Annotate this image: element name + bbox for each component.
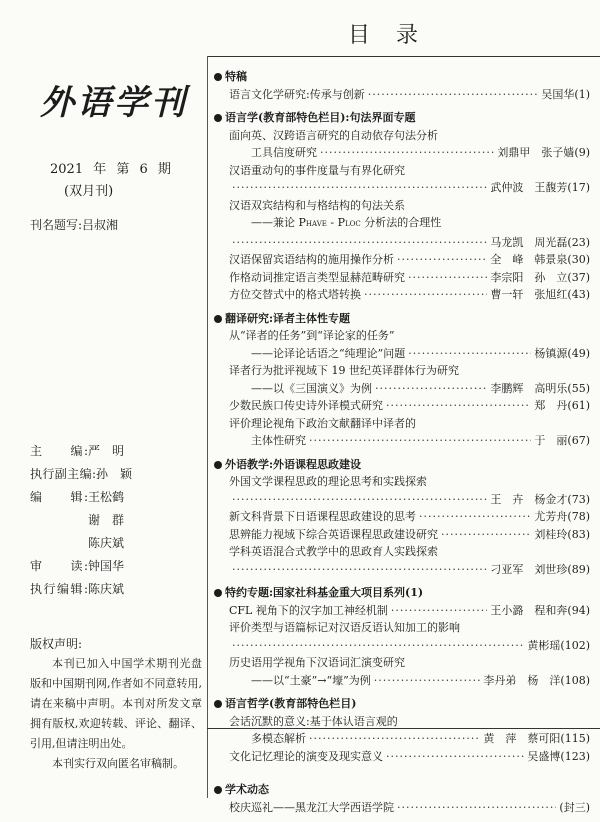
entry-title-line: 评价理论视角下政治文献翻译中译者的	[229, 416, 416, 430]
staff-name: 陈庆斌	[88, 582, 125, 596]
entry-title: 工具信度研究	[229, 146, 317, 159]
toc-title: 目录	[348, 23, 445, 48]
entry-leader-line	[229, 526, 590, 544]
entry-leader-line	[229, 432, 590, 450]
section-heading	[213, 68, 590, 86]
entry-title: ——论译论话语之“纯理论”问题	[229, 346, 406, 360]
toc-entry[interactable]	[213, 327, 590, 362]
entry-title: 文化记忆理论的演变及现实意义	[229, 749, 383, 763]
dot-leader	[408, 269, 487, 287]
toc-entry[interactable]	[213, 286, 590, 304]
entry-title-line: 评价类型与语篇标记对汉语反语认知加工的影响	[229, 621, 460, 634]
section-title: 学术动态	[225, 783, 269, 796]
section-title: 特稿	[225, 70, 247, 83]
entry-title: 方位交替式中的格式塔转换	[229, 288, 361, 301]
entry-author-page: 李丹弟 杨 洋(108)	[483, 673, 590, 687]
entry-title: ——以“土豪”→“壕”为例	[229, 673, 371, 687]
toc-section	[213, 695, 590, 765]
toc-entry[interactable]	[213, 619, 590, 654]
entry-title: 作格动词推定语言类型显赫范畴研究	[229, 270, 405, 284]
staff-row	[30, 463, 132, 486]
entry-author-page: 王小潞 程和奔(94)	[490, 603, 590, 617]
entry-author-page: 全 峰 韩景泉(30)	[490, 253, 590, 266]
toc-entry[interactable]	[213, 799, 590, 817]
toc-entry[interactable]	[213, 508, 590, 526]
dot-leader	[419, 508, 531, 526]
staff-role	[30, 532, 88, 555]
entry-author-page: 刘鼎甲 张子嫱(9)	[497, 146, 590, 159]
entry-title: ——以《三国演义》为例	[229, 381, 372, 395]
entry-title: 少数民族口传史诗外译模式研究	[229, 399, 383, 412]
entry-author-page: (封三)	[559, 800, 590, 814]
toc-entry[interactable]	[213, 526, 590, 544]
staff-name: 孙 颖	[96, 467, 133, 481]
toc-entry[interactable]	[213, 473, 590, 508]
dot-leader	[309, 432, 531, 450]
toc-section	[213, 68, 590, 103]
entry-title: CFL 视角下的汉字加工神经机制	[229, 603, 388, 617]
section-heading	[213, 695, 590, 713]
entry-author-page: 李鹏辉 高明乐(55)	[490, 381, 590, 395]
dot-leader	[232, 491, 487, 509]
entry-title-line: 译者行为批评视域下 19 世纪英译群体行为研究	[229, 364, 459, 377]
section-title: 语言学(教育部特色栏目):句法界面专题	[225, 111, 416, 124]
section-title: 外语教学:外语课程思政建设	[225, 457, 362, 471]
toc-section	[213, 109, 590, 304]
entry-leader-line	[229, 748, 590, 766]
entry-leader-line	[229, 345, 590, 363]
copyright-heading: 版权声明:	[30, 637, 83, 651]
toc-entry[interactable]	[213, 362, 590, 397]
toc-entry[interactable]	[213, 397, 590, 415]
entry-title: 思辨能力视域下综合英语课程思政建设研究	[229, 527, 438, 541]
staff-role: 主 编:	[30, 444, 88, 458]
dot-leader	[397, 799, 556, 817]
entry-title: 主体性研究	[229, 434, 306, 447]
bullet-icon	[214, 461, 222, 469]
entry-title: 新文科背景下日语课程思政建设的思考	[229, 510, 416, 523]
bullet-icon	[214, 700, 222, 708]
entry-author-page: 黄 萍 蔡可阳(115)	[483, 732, 590, 745]
entry-author-page: 于 丽(67)	[534, 434, 590, 447]
entry-title-line: 学科英语混合式教学中的思政育人实践探索	[229, 545, 438, 558]
staff-role: 执行副主编:	[30, 467, 96, 481]
entry-leader-line	[229, 251, 590, 269]
toc-entry[interactable]	[213, 197, 590, 252]
copyright-text: 本刊已加入中国学术期刊光盘版和中国期刊网,作者如不同意转用,请在来稿中声明。本刊对所发文章拥有版权,欢迎转载、评论、翻译、引用,但请注明出处。	[30, 657, 202, 750]
toc-entry[interactable]	[213, 86, 590, 104]
entry-leader-line	[229, 397, 590, 415]
staff-name: 谢 群	[88, 513, 125, 527]
entry-author-page: 武仲波 王馥芳(17)	[490, 181, 590, 194]
staff-row	[30, 555, 132, 578]
entry-leader-line	[229, 179, 590, 197]
toc-entry[interactable]	[213, 654, 590, 689]
section-title: 翻译研究:译者主体性专题	[225, 311, 351, 325]
entry-leader-line	[229, 730, 590, 748]
entry-leader-line	[229, 561, 590, 579]
dot-leader	[374, 672, 481, 690]
dot-leader	[408, 345, 531, 363]
entry-author-page: 刁亚军 刘世珍(89)	[490, 562, 590, 576]
entry-title-line: 外国文学课程思政的理论思考和实践探索	[229, 475, 427, 488]
toc-entry[interactable]	[213, 162, 590, 197]
table-of-contents	[213, 68, 590, 822]
staff-role	[30, 509, 88, 532]
staff-role: 审 读:	[30, 559, 88, 573]
toc-entry[interactable]	[213, 713, 590, 748]
dot-leader	[441, 526, 531, 544]
toc-section	[213, 781, 590, 816]
toc-entry[interactable]	[213, 415, 590, 450]
staff-role: 执行编辑:	[30, 582, 88, 596]
dot-leader	[232, 561, 487, 579]
section-heading	[213, 109, 590, 127]
staff-name: 陈庆斌	[88, 536, 125, 550]
bullet-icon	[214, 73, 222, 81]
entry-leader-line	[229, 637, 590, 655]
entry-leader-line	[229, 602, 590, 620]
dot-leader	[309, 730, 480, 748]
dot-leader	[320, 144, 494, 162]
entry-leader-line	[229, 672, 590, 690]
entry-author-page: 马龙凯 周光磊(23)	[490, 235, 590, 249]
entry-author-page: 刘桂玲(83)	[534, 527, 590, 541]
staff-row	[30, 440, 132, 463]
entry-title-line: 历史语用学视角下汉语词汇演变研究	[229, 656, 405, 669]
section-heading	[213, 584, 590, 602]
toc-entry[interactable]	[213, 269, 590, 287]
dot-leader	[364, 286, 487, 304]
dot-leader	[232, 637, 524, 655]
calligraphy-credit: 刊名题写:吕叔湘	[30, 218, 119, 232]
staff-name: 严 明	[88, 444, 125, 458]
entry-leader-line	[229, 799, 590, 817]
section-heading	[213, 456, 590, 474]
entry-leader-line	[229, 86, 590, 104]
toc-section	[213, 310, 590, 450]
section-heading	[213, 310, 590, 328]
entry-title-line: 汉语重动句的事件度量与有界化研究	[229, 163, 405, 177]
entry-title: 多模态解析	[229, 732, 306, 745]
entry-author-page: 黄彬瑶(102)	[527, 638, 590, 652]
section-title: 语言哲学(教育部特色栏目)	[225, 697, 357, 710]
bullet-icon	[214, 589, 222, 597]
section-title: 特约专题:国家社科基金重大项目系列(1)	[225, 586, 424, 599]
entry-leader-line	[229, 508, 590, 526]
header-rule	[207, 56, 600, 57]
toc-entry[interactable]	[213, 748, 590, 766]
journal-title: 外语学刊	[40, 83, 188, 123]
entry-title: 校庆巡礼——黑龙江大学西语学院	[229, 800, 394, 814]
entry-leader-line	[229, 380, 590, 398]
bullet-icon	[214, 114, 222, 122]
staff-role: 编 辑:	[30, 490, 88, 504]
entry-author-page: 曹一轩 张旭红(43)	[490, 288, 590, 301]
toc-section	[213, 584, 590, 689]
toc-entry[interactable]	[213, 602, 590, 620]
entry-leader-line	[229, 269, 590, 287]
entry-author-page: 尤芳舟(78)	[534, 510, 590, 523]
entry-title-line: 从“译者的任务”到“译论家的任务”	[229, 329, 395, 342]
entry-title: 语言文化学研究:传承与创新	[229, 87, 365, 101]
dot-leader	[368, 86, 539, 104]
toc-entry[interactable]	[213, 543, 590, 578]
dot-leader	[386, 397, 531, 415]
entry-title: 汉语保留宾语结构的施用操作分析	[229, 253, 394, 266]
dot-leader	[375, 380, 487, 398]
staff-name: 王松鹤	[88, 490, 125, 504]
entry-title-line: 汉语双宾结构和与格结构的句法关系	[229, 198, 405, 212]
entry-title-line: 会话沉默的意义:基于体认语言观的	[229, 714, 398, 728]
review-policy: 本刊实行双向匿名审稿制。	[52, 757, 184, 770]
entry-author-page: 郑 丹(61)	[534, 399, 590, 412]
staff-name: 钟国华	[88, 559, 125, 573]
staff-row	[30, 532, 132, 555]
bullet-icon	[214, 315, 222, 323]
section-heading	[213, 781, 590, 799]
dot-leader	[397, 251, 487, 269]
entry-author-page: 吴盛博(123)	[527, 749, 590, 763]
entry-author-page: 王 卉 杨金才(73)	[490, 492, 590, 506]
entry-author-page: 杨镇源(49)	[534, 346, 590, 360]
bullet-icon	[214, 786, 222, 794]
entry-leader-line	[229, 144, 590, 162]
entry-author-page: 李宗阳 孙 立(37)	[490, 270, 590, 284]
column-divider	[207, 56, 208, 798]
entry-leader-line	[229, 234, 590, 252]
dot-leader	[386, 748, 524, 766]
editorial-staff	[30, 440, 132, 601]
dot-leader	[391, 602, 488, 620]
copyright-notice	[30, 634, 202, 774]
dot-leader	[232, 234, 487, 252]
issue-number: 2021 年 第 6 期	[50, 162, 171, 177]
staff-row	[30, 486, 132, 509]
entry-author-page: 吴国华(1)	[541, 87, 590, 101]
toc-entry[interactable]	[213, 127, 590, 162]
dot-leader	[232, 179, 487, 197]
entry-leader-line	[229, 286, 590, 304]
entry-title-line: ——兼论 PHAVE - PLOC 分析法的合理性	[229, 216, 442, 229]
entry-title-line: 面向英、汉跨语言研究的自动依存句法分析	[229, 128, 438, 142]
toc-entry[interactable]	[213, 251, 590, 269]
entry-leader-line	[229, 491, 590, 509]
toc-section	[213, 456, 590, 579]
staff-row	[30, 509, 132, 532]
publication-frequency: (双月刊)	[64, 184, 114, 199]
staff-row	[30, 578, 132, 601]
